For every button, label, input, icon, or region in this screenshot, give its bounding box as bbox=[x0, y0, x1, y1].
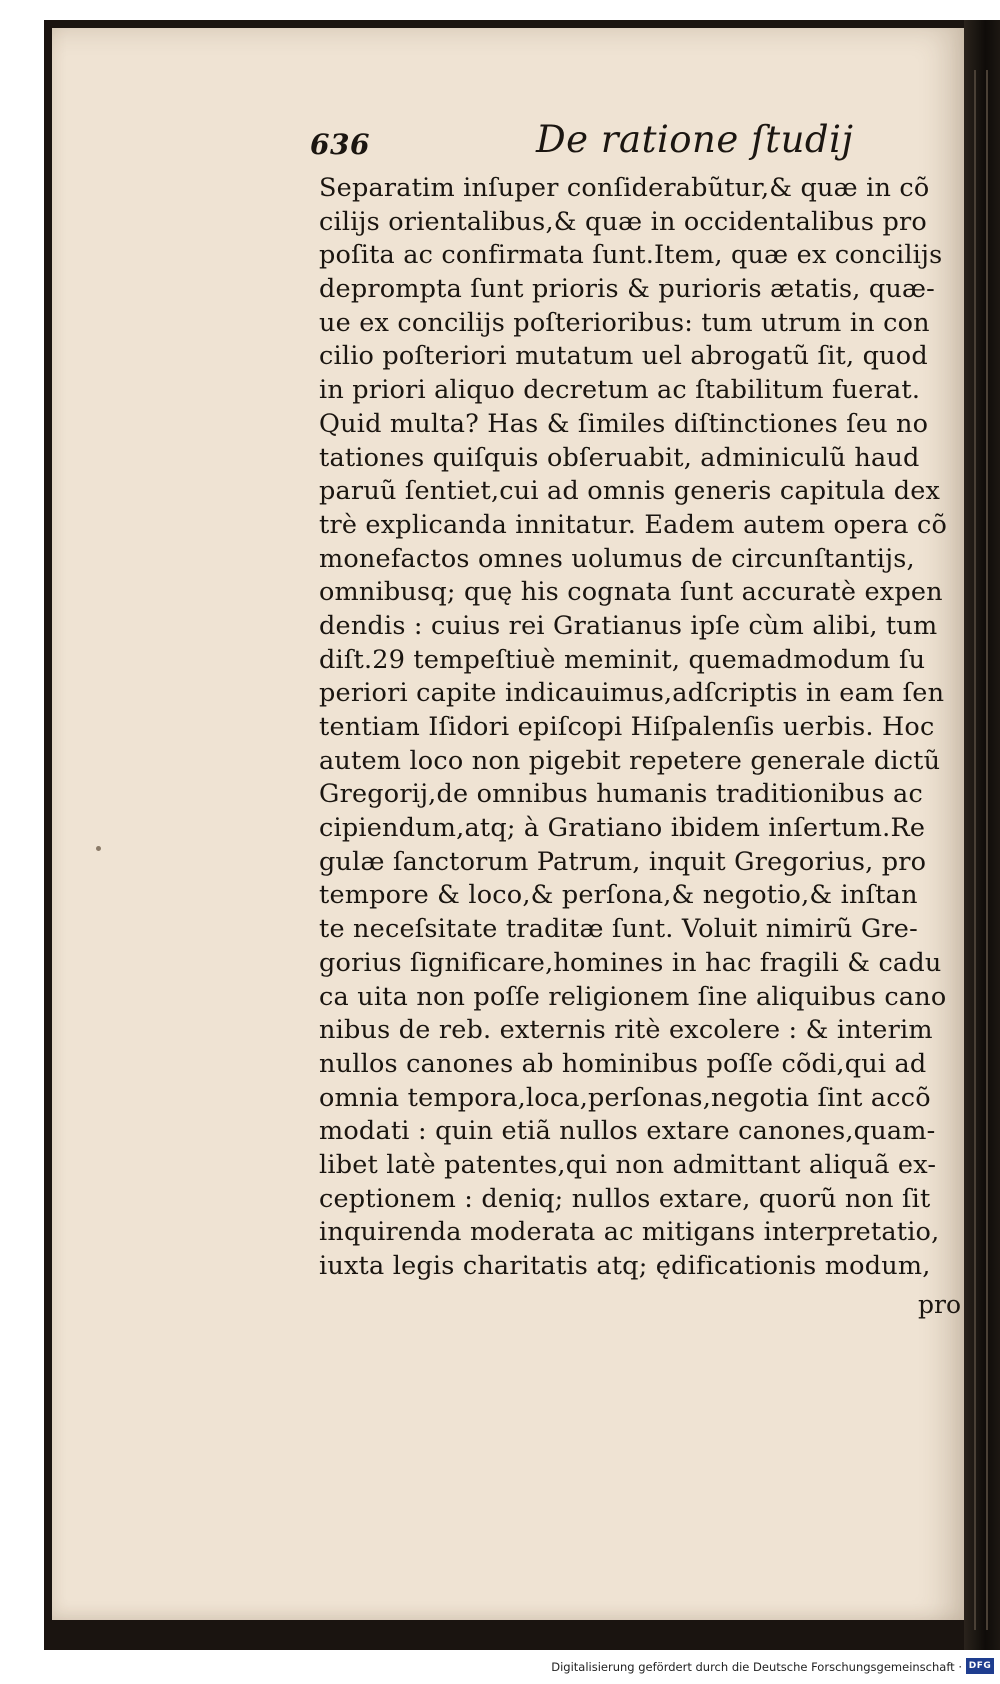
fore-edge-line bbox=[974, 70, 976, 1630]
page-header bbox=[310, 118, 930, 168]
text-line: ca uita non poſſe religionem ſine aliquibus cano bbox=[319, 981, 947, 1012]
text-line: cilio poſteriori mutatum uel abrogatũ ſit, quod bbox=[319, 341, 928, 372]
text-line: poſita ac confirmata ſunt.Item, quæ ex concilijs bbox=[319, 240, 943, 271]
text-line: omnia tempora,loca,perſonas,negotia ſint accõ bbox=[319, 1082, 931, 1113]
text-line: omnibusq; quę his cognata ſunt accuratè expen bbox=[319, 577, 943, 608]
text-line: cilijs orientalibus,& quæ in occidentalibus pro bbox=[319, 206, 927, 237]
text-line: te neceſsitate traditæ ſunt. Voluit nimirũ Gre- bbox=[319, 914, 918, 945]
text-line: cipiendum,atq; à Gratiano ibidem inſertum.Re bbox=[319, 813, 926, 844]
running-head: De ratione ſtudij bbox=[536, 118, 854, 161]
text-line: Separatim inſuper conſiderabũtur,& quæ in cõ bbox=[319, 173, 930, 203]
text-line: nullos canones ab hominibus poſſe cõdi,qui ad bbox=[319, 1048, 927, 1079]
text-line: Gregorij,de omnibus humanis traditionibus ac bbox=[319, 779, 923, 810]
text-line: periori capite indicauimus,adſcriptis in eam ſen bbox=[319, 678, 945, 709]
text-line: deprompta ſunt prioris & purioris ætatis, quæ- bbox=[319, 274, 935, 305]
text-line: paruũ ſentiet,cui ad omnis generis capitula dex bbox=[319, 476, 941, 507]
text-line: iuxta legis charitatis atq; ędificationis modum, bbox=[319, 1251, 931, 1281]
text-line: nibus de reb. externis ritè excolere : & interim bbox=[319, 1015, 933, 1046]
paper-speck bbox=[96, 846, 101, 851]
text-line: tempore & loco,& perſona,& negotio,& inſtan bbox=[319, 880, 918, 911]
text-line: modati : quin etiã nullos extare canones,quam- bbox=[319, 1116, 936, 1147]
text-line: in priori aliquo decretum ac ſtabilitum fuerat. bbox=[319, 375, 921, 406]
text-line: dendis : cuius rei Gratianus ipſe cùm alibi, tum bbox=[319, 610, 938, 641]
text-line: inquirenda moderata ac mitigans interpretatio, bbox=[319, 1217, 940, 1248]
text-line: diſt.29 tempeſtiuè meminit, quemadmodum ſu bbox=[319, 644, 926, 675]
text-line: Quid multa? Has & ſimiles diſtinctiones ſeu no bbox=[319, 408, 929, 439]
text-line: trè explicanda innitatur. Eadem autem opera cõ bbox=[319, 509, 948, 540]
digitization-credit: Digitalisierung gefördert durch die Deutsche Forschungsgemeinschaft · bbox=[551, 1660, 962, 1674]
text-line: autem loco non pigebit repetere generale dictũ bbox=[319, 745, 941, 776]
text-line: gulæ ſanctorum Patrum, inquit Gregorius, pro bbox=[319, 846, 927, 877]
text-line: tationes quiſquis obſeruabit, adminiculũ haud bbox=[319, 442, 920, 473]
text-line: ue ex concilijs poſterioribus: tum utrum in con bbox=[319, 307, 930, 338]
text-line: gorius ſignificare,homines in hac fragili & cadu bbox=[319, 947, 942, 978]
body-text bbox=[319, 172, 959, 1284]
page-number: 636 bbox=[310, 128, 370, 161]
dfg-logo-icon: DFG bbox=[966, 1658, 994, 1674]
fore-edge-line bbox=[986, 70, 988, 1630]
book-fore-edge bbox=[964, 20, 1000, 1650]
text-line: libet latè patentes,qui non admittant aliquã ex- bbox=[319, 1149, 937, 1180]
text-line: tentiam Iſidori epiſcopi Hiſpalenſis uerbis. Hoc bbox=[319, 712, 935, 742]
page-bottom-shadow bbox=[52, 1620, 964, 1630]
text-line: monefactos omnes uolumus de circunſtantijs, bbox=[319, 543, 915, 574]
catchword: pro bbox=[918, 1290, 962, 1319]
text-line: ceptionem : deniq; nullos extare, quorũ non ſit bbox=[319, 1183, 931, 1214]
